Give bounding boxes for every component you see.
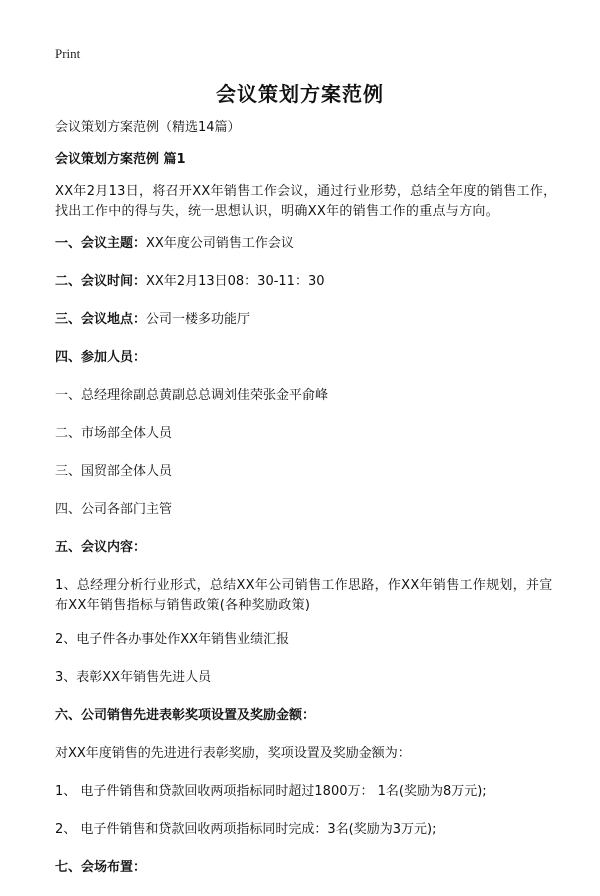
section-theme-label: 一、会议主题： xyxy=(55,236,147,251)
award-item: 2、 电子件销售和贷款回收两项指标同时完成：3名(奖励为3万元); xyxy=(55,822,437,837)
content-item: 2、电子件各办事处作XX年销售业绩汇报 xyxy=(55,632,290,647)
section-location-value: 公司一楼多功能厅 xyxy=(146,312,251,327)
section-time-value: XX年2月13日08：30-11：30 xyxy=(146,274,325,289)
attendee-item: 四、公司各部门主管 xyxy=(55,502,173,517)
print-label: Print xyxy=(55,46,81,61)
section-location xyxy=(55,310,560,330)
section-location-label: 三、会议地点： xyxy=(55,312,147,327)
section-venue-heading: 七、会场布置： xyxy=(55,860,147,875)
document-body xyxy=(55,118,560,896)
section-time xyxy=(55,272,560,292)
section-theme-value: XX年度公司销售工作会议 xyxy=(146,236,294,251)
section-time-label: 二、会议时间： xyxy=(55,274,147,289)
section-content-heading: 五、会议内容： xyxy=(55,540,147,555)
intro-paragraph: XX年2月13日，将召开XX年销售工作会议，通过行业形势，总结全年度的销售工作，找出工作中的得与失，统一思想认识，明确XX年的销售工作的重点与方向。 xyxy=(55,184,557,219)
document-title: 会议策划方案范例 xyxy=(216,82,384,106)
award-item: 1、 电子件销售和贷款回收两项指标同时超过1800万： 1名(奖励为8万元); xyxy=(55,784,487,799)
article-heading: 会议策划方案范例 篇1 xyxy=(55,152,186,167)
attendee-item: 三、国贸部全体人员 xyxy=(55,464,173,479)
section-theme xyxy=(55,234,560,254)
section-awards-heading: 六、公司销售先进表彰奖项设置及奖励金额： xyxy=(55,708,316,723)
document-subtitle: 会议策划方案范例（精选14篇） xyxy=(55,120,241,135)
attendee-item: 二、市场部全体人员 xyxy=(55,426,173,441)
content-item: 3、表彰XX年销售先进人员 xyxy=(55,670,212,685)
section-attendees-heading: 四、参加人员： xyxy=(55,350,147,365)
content-item: 1、总经理分析行业形式，总结XX年公司销售工作思路，作XX年销售工作规划，并宣布XX年销售指标与销售政策(各种奖励政策) xyxy=(55,578,553,613)
attendee-item: 一、总经理徐副总黄副总总调刘佳荣张金平俞峰 xyxy=(55,388,329,403)
awards-intro: 对XX年度销售的先进进行表彰奖励，奖项设置及奖励金额为： xyxy=(55,746,411,761)
